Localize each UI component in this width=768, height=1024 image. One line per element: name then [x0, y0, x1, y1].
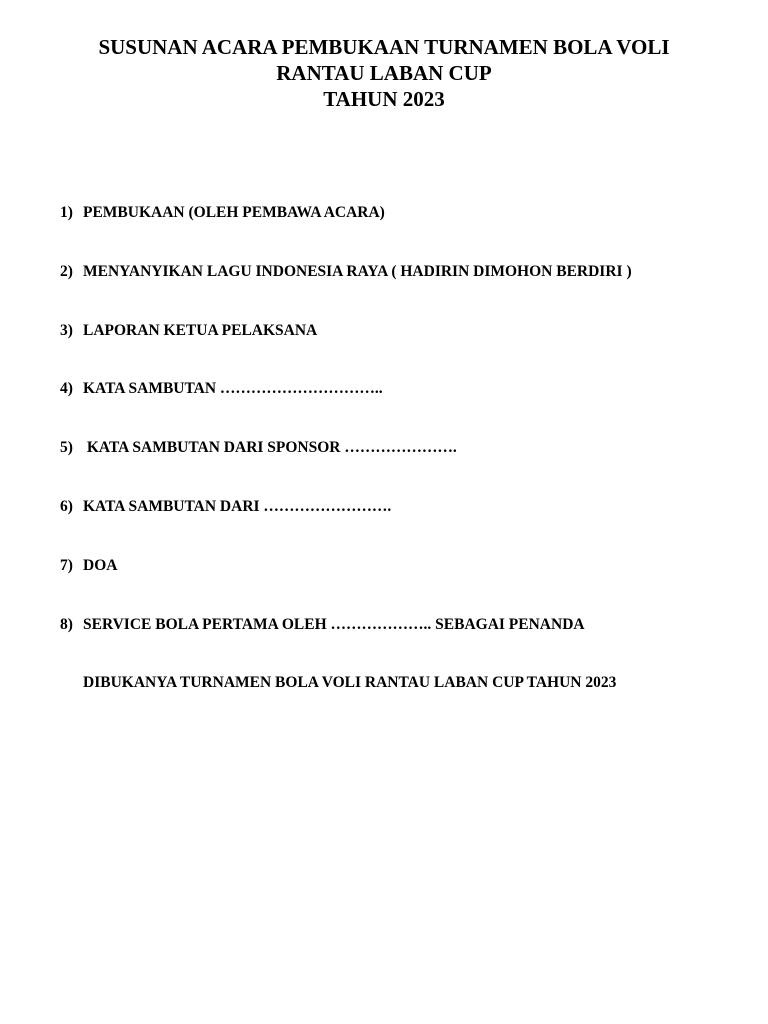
agenda-item-number: 2) [60, 262, 73, 280]
agenda-item-text: LAPORAN KETUA PELAKSANA [83, 321, 318, 339]
agenda-item [60, 378, 760, 437]
agenda-item-number: 7) [60, 556, 73, 574]
agenda-item-text: KATA SAMBUTAN ………………………….. [83, 380, 383, 398]
agenda-continuation-text: DIBUKANYA TURNAMEN BOLA VOLI RANTAU LABAN CUP TAHUN 2023 [83, 674, 617, 692]
agenda-item-text: SERVICE BOLA PERTAMA OLEH ……………….. SEBAGAI PENANDA [83, 615, 585, 633]
agenda-list [60, 202, 760, 731]
agenda-item-text: KATA SAMBUTAN DARI ……………………. [83, 497, 392, 515]
agenda-item [60, 496, 760, 555]
agenda-item-number: 5) [60, 439, 73, 457]
agenda-item-number: 6) [60, 497, 73, 515]
title-line-1: SUSUNAN ACARA PEMBUKAAN TURNAMEN BOLA VOLI [98, 35, 670, 59]
agenda-item-text: KATA SAMBUTAN DARI SPONSOR …………………. [83, 439, 457, 457]
agenda-item [60, 555, 760, 614]
document-title [0, 34, 768, 112]
agenda-item-number: 1) [60, 204, 73, 221]
agenda-item [60, 261, 760, 320]
agenda-item [60, 614, 760, 673]
agenda-item-number: 4) [60, 380, 73, 398]
agenda-item [60, 437, 760, 496]
agenda-item-text: PEMBUKAAN (OLEH PEMBAWA ACARA) [83, 204, 385, 221]
title-line-2: RANTAU LABAN CUP [276, 61, 492, 85]
agenda-item [60, 320, 760, 379]
agenda-item-number: 3) [60, 321, 73, 339]
agenda-item [60, 202, 760, 261]
title-line-3: TAHUN 2023 [323, 87, 445, 111]
agenda-item-continuation [60, 672, 760, 731]
agenda-item-text: DOA [83, 556, 118, 574]
agenda-item-text: MENYANYIKAN LAGU INDONESIA RAYA ( HADIRIN DIMOHON BERDIRI ) [83, 262, 632, 280]
agenda-item-number: 8) [60, 615, 73, 633]
